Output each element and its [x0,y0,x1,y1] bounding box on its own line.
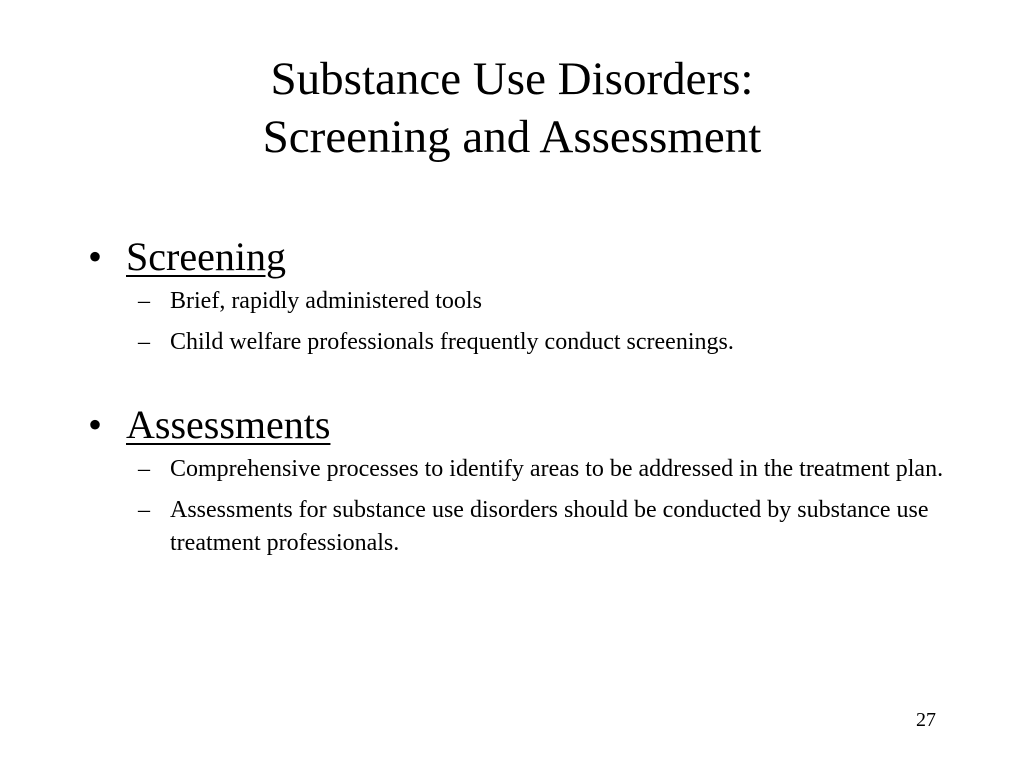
section-screening [88,233,968,359]
section-assessments [88,401,968,560]
dash-icon: – [138,329,150,355]
sub-bullet-list [88,453,968,560]
sub-bullet-item [88,326,968,359]
bullet-icon: • [88,234,103,279]
sub-bullet-list [88,285,968,359]
sub-bullet-item [88,285,968,318]
sub-bullet-text: Brief, rapidly administered tools [170,288,482,314]
sub-bullet-text: Comprehensive processes to identify areas to be addressed in the treatment plan. [170,456,944,482]
slide-title-line-2: Screening and Assessment [262,111,762,163]
dash-icon: – [138,497,150,523]
sub-bullet-item [88,453,968,486]
section-heading: Screening [126,234,286,279]
bullet-icon: • [88,402,103,447]
sub-bullet-item [88,494,968,560]
sub-bullet-text: Assessments for substance use disorders should be conducted by substance use treatment professionals. [170,497,929,556]
page-number: 27 [916,709,936,731]
dash-icon: – [138,456,150,482]
bullet-list [88,233,968,568]
sub-bullet-text: Child welfare professionals frequently conduct screenings. [170,329,734,355]
section-heading: Assessments [126,402,331,447]
bullet-item [88,233,968,281]
slide-title-line-1: Substance Use Disorders: [270,53,754,105]
slide-title [0,50,1024,166]
dash-icon: – [138,288,150,314]
bullet-item [88,401,968,449]
